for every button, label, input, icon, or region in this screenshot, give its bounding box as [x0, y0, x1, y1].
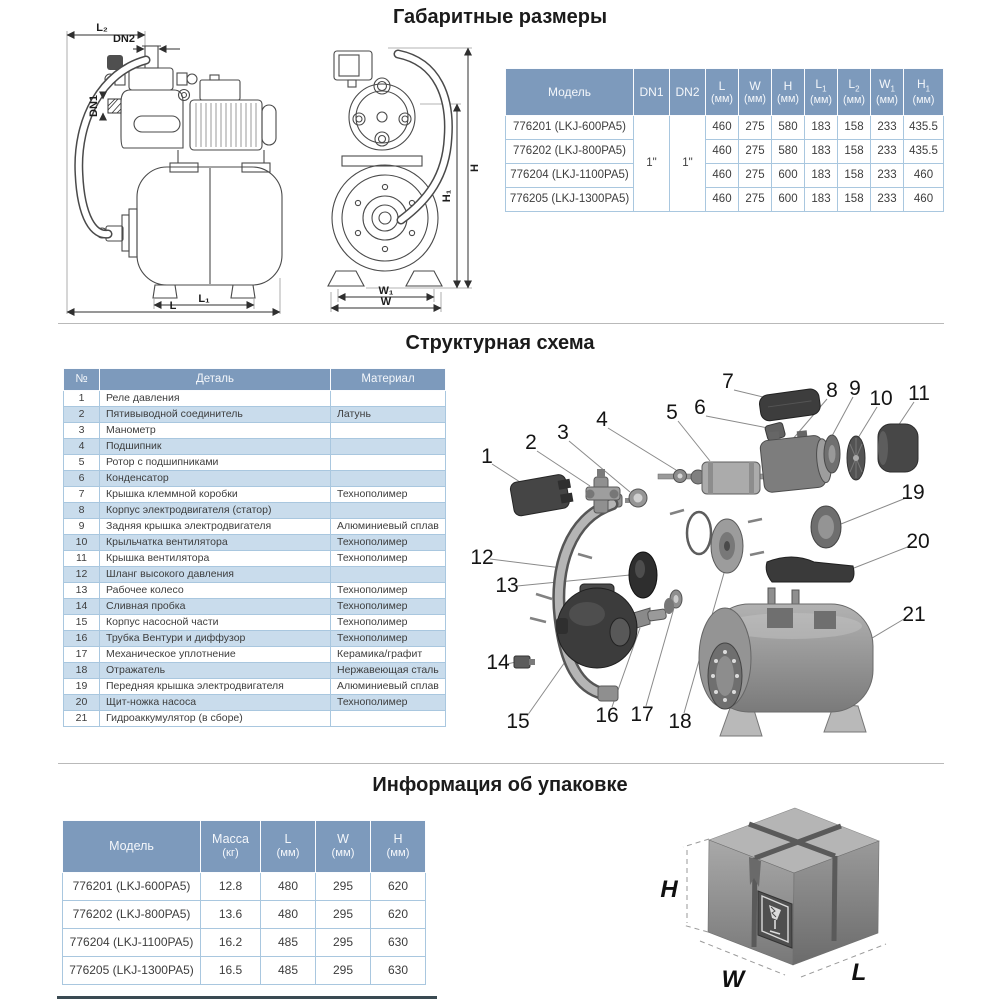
table-cell: Шланг высокого давления — [100, 567, 331, 583]
parts-table — [63, 368, 446, 727]
part-number-label: 3 — [557, 421, 569, 444]
table-cell: Задняя крышка электродвигателя — [100, 519, 331, 535]
table-cell: Гидроаккумулятор (в сборе) — [100, 711, 331, 727]
l-label: L — [169, 300, 177, 312]
table-cell — [331, 391, 446, 407]
table-row — [64, 391, 446, 407]
table-row — [64, 535, 446, 551]
table-cell: Конденсатор — [100, 471, 331, 487]
drain-plug-part — [514, 656, 535, 668]
table-cell: 7 — [64, 487, 100, 503]
stator-part — [759, 426, 834, 493]
rotor-part — [658, 462, 774, 494]
l2-label: L₂ — [96, 22, 108, 34]
table-cell — [331, 711, 446, 727]
pump-housing-part — [556, 584, 637, 668]
w-label: W — [380, 296, 392, 308]
table-cell: 233 — [871, 188, 904, 212]
section-title-structure: Структурная схема — [405, 332, 595, 354]
pressure-switch-front — [334, 51, 372, 87]
column-header: L (мм) — [706, 69, 739, 116]
tank-part — [699, 588, 873, 736]
table-cell: 435.5 — [904, 116, 944, 140]
table-row — [64, 615, 446, 631]
column-header: Масса (кг) — [201, 821, 261, 873]
table-cell — [331, 423, 446, 439]
box-l-label: L — [851, 959, 867, 986]
header-row — [63, 821, 426, 873]
dim-dn2 — [113, 33, 180, 49]
column-header: Модель — [63, 821, 201, 873]
table-cell: 776205 (LKJ-1300PA5) — [506, 188, 634, 212]
pressure-switch-part — [509, 473, 574, 517]
table-cell: 183 — [805, 188, 838, 212]
table-cell: Сливная пробка — [100, 599, 331, 615]
table-cell: 275 — [739, 164, 772, 188]
table-cell: 233 — [871, 140, 904, 164]
table-cell: 295 — [316, 929, 371, 957]
table-row — [506, 116, 944, 140]
table-cell: 8 — [64, 503, 100, 519]
fan-cover-part — [878, 424, 918, 472]
part-number-label: 17 — [630, 703, 654, 726]
table-cell: Технополимер — [331, 631, 446, 647]
dimensions-table — [505, 68, 944, 212]
table-cell: 12 — [64, 567, 100, 583]
packaging-table — [62, 820, 426, 985]
part-number-label: 4 — [596, 408, 608, 431]
dim-l — [67, 300, 280, 312]
table-cell: Крышка вентилятора — [100, 551, 331, 567]
column-header: $W_1$ (мм) — [871, 69, 904, 116]
table-cell: 460 — [706, 140, 739, 164]
table-cell: Латунь — [331, 407, 446, 423]
column-header: Модель — [506, 69, 634, 116]
part-number-label: 19 — [901, 481, 925, 504]
table-cell: 485 — [261, 929, 316, 957]
table-row — [63, 957, 426, 985]
side-view-drawing — [50, 22, 300, 317]
dim-h — [468, 48, 481, 288]
table-cell: Нержавеющая сталь — [331, 663, 446, 679]
rear-cover-part — [824, 435, 840, 473]
o-ring-part — [687, 512, 711, 554]
part-number-label: 9 — [849, 377, 861, 400]
table-row — [64, 695, 446, 711]
dim-dn1 — [88, 92, 121, 120]
table-cell: Технополимер — [331, 551, 446, 567]
table-cell: 19 — [64, 679, 100, 695]
table-cell — [331, 503, 446, 519]
table-row — [64, 663, 446, 679]
table-cell: 10 — [64, 535, 100, 551]
table-cell: Пятивыводной соединитель — [100, 407, 331, 423]
table-cell: Рабочее колесо — [100, 583, 331, 599]
table-row — [64, 567, 446, 583]
table-row — [63, 901, 426, 929]
table-cell: 16.5 — [201, 957, 261, 985]
table-cell: 233 — [871, 164, 904, 188]
table-cell: 480 — [261, 873, 316, 901]
exploded-view-diagram — [462, 356, 954, 766]
table-cell: 776201 (LKJ-600PA5) — [63, 873, 201, 901]
table-cell: 460 — [706, 164, 739, 188]
table-cell: Корпус электродвигателя (статор) — [100, 503, 331, 519]
l1-label: L₁ — [198, 293, 210, 305]
front-cover-part — [811, 506, 841, 548]
table-row — [64, 519, 446, 535]
table-cell: 460 — [904, 164, 944, 188]
dn1-label: DN1 — [88, 94, 100, 118]
table-cell: 460 — [904, 188, 944, 212]
h1-label: H₁ — [441, 189, 453, 203]
table-row — [64, 551, 446, 567]
table-cell: 776204 (LKJ-1100PA5) — [506, 164, 634, 188]
packaging-box-illustration — [645, 795, 965, 1000]
foot-bracket-part — [766, 557, 854, 582]
fan-part — [847, 436, 865, 480]
part-number-label: 8 — [826, 379, 838, 402]
table-cell: 776202 (LKJ-800PA5) — [63, 901, 201, 929]
table-cell: Технополимер — [331, 615, 446, 631]
table-cell: Технополимер — [331, 583, 446, 599]
table-cell: 275 — [739, 116, 772, 140]
motor-fins — [196, 103, 256, 147]
part-number-label: 7 — [722, 370, 734, 393]
column-header: $H_1$ (мм) — [904, 69, 944, 116]
table-cell: 295 — [316, 901, 371, 929]
table-row — [64, 711, 446, 727]
part-number-label: 12 — [470, 546, 494, 569]
table-row — [506, 188, 944, 212]
table-cell: 3 — [64, 423, 100, 439]
column-header: W (мм) — [739, 69, 772, 116]
table-cell: Щит-ножка насоса — [100, 695, 331, 711]
table-cell: 4 — [64, 439, 100, 455]
table-cell: 158 — [838, 164, 871, 188]
extension-lines — [331, 48, 472, 312]
column-header: Деталь — [100, 369, 331, 391]
table-cell: 16.2 — [201, 929, 261, 957]
table-cell: 18 — [64, 663, 100, 679]
table-row — [63, 929, 426, 957]
table-cell: 275 — [739, 140, 772, 164]
footer-rule — [57, 996, 437, 999]
part-number-label: 16 — [595, 704, 619, 727]
table-cell: 183 — [805, 140, 838, 164]
table-row — [64, 583, 446, 599]
table-cell: 13 — [64, 583, 100, 599]
part-number-label: 1 — [481, 445, 493, 468]
table-cell — [331, 567, 446, 583]
table-row — [63, 873, 426, 901]
column-header: L (мм) — [261, 821, 316, 873]
table-cell: 17 — [64, 647, 100, 663]
table-cell: Технополимер — [331, 599, 446, 615]
table-row — [506, 140, 944, 164]
column-header: H (мм) — [371, 821, 426, 873]
bypass-hose-side — [79, 60, 146, 234]
table-cell: 11 — [64, 551, 100, 567]
table-cell: 158 — [838, 188, 871, 212]
column-header: DN1 — [634, 69, 670, 116]
table-cell: 9 — [64, 519, 100, 535]
table-cell: 580 — [772, 140, 805, 164]
merged-cell: 1" — [670, 116, 706, 212]
carton-box — [708, 808, 879, 965]
table-cell: Трубка Вентури и диффузор — [100, 631, 331, 647]
table-cell: 485 — [261, 957, 316, 985]
table-cell: Манометр — [100, 423, 331, 439]
part-number-label: 21 — [902, 603, 926, 626]
table-cell: Алюминиевый сплав — [331, 519, 446, 535]
section-divider — [58, 763, 944, 764]
part-number-label: 15 — [506, 710, 530, 733]
table-cell: 776204 (LKJ-1100PA5) — [63, 929, 201, 957]
table-cell: Технополимер — [331, 535, 446, 551]
table-cell: 630 — [371, 957, 426, 985]
section-title-dimensions: Габаритные размеры — [392, 6, 608, 28]
table-cell: Технополимер — [331, 487, 446, 503]
table-row — [64, 423, 446, 439]
column-header: $L_1$ (мм) — [805, 69, 838, 116]
part-number-label: 18 — [668, 710, 692, 733]
table-cell: 776201 (LKJ-600PA5) — [506, 116, 634, 140]
table-cell: Подшипник — [100, 439, 331, 455]
part-number-label: 11 — [908, 382, 930, 405]
w1-label: W₁ — [378, 285, 394, 297]
header-row — [64, 369, 446, 391]
table-cell: Керамика/графит — [331, 647, 446, 663]
dim-w — [331, 296, 441, 308]
table-cell: Передняя крышка электродвигателя — [100, 679, 331, 695]
section-title-packaging: Информация об упаковке — [372, 774, 628, 796]
table-cell: Реле давления — [100, 391, 331, 407]
table-cell: 15 — [64, 615, 100, 631]
part-number-label: 20 — [906, 530, 930, 553]
column-header: № — [64, 369, 100, 391]
table-cell: Технополимер — [331, 695, 446, 711]
table-row — [64, 599, 446, 615]
table-cell: 20 — [64, 695, 100, 711]
table-cell: Механическое уплотнение — [100, 647, 331, 663]
table-cell: 295 — [316, 873, 371, 901]
table-cell: 12.8 — [201, 873, 261, 901]
tank-side — [97, 163, 282, 298]
table-row — [64, 631, 446, 647]
h-label: H — [469, 164, 481, 172]
impeller-part — [629, 552, 657, 598]
front-view-drawing — [300, 40, 485, 315]
table-cell: 460 — [706, 116, 739, 140]
table-cell: 14 — [64, 599, 100, 615]
column-header: $L_2$ (мм) — [838, 69, 871, 116]
column-header: Материал — [331, 369, 446, 391]
table-cell: 600 — [772, 188, 805, 212]
table-cell: 620 — [371, 901, 426, 929]
table-cell: 183 — [805, 116, 838, 140]
table-cell: 233 — [871, 116, 904, 140]
part-number-label: 14 — [486, 651, 510, 674]
table-cell: 13.6 — [201, 901, 261, 929]
table-row — [64, 439, 446, 455]
table-cell: 2 — [64, 407, 100, 423]
header-row — [506, 69, 944, 116]
part-number-label: 2 — [525, 431, 537, 454]
part-number-label: 6 — [694, 396, 706, 419]
table-cell: 630 — [371, 929, 426, 957]
part-number-label: 13 — [495, 574, 519, 597]
pump-front — [342, 78, 422, 166]
table-cell: 275 — [739, 188, 772, 212]
table-cell: 16 — [64, 631, 100, 647]
table-row — [64, 455, 446, 471]
table-row — [64, 407, 446, 423]
section-divider — [58, 323, 944, 324]
table-row — [64, 679, 446, 695]
table-cell: 776202 (LKJ-800PA5) — [506, 140, 634, 164]
table-cell: 295 — [316, 957, 371, 985]
gauge-part — [625, 489, 647, 507]
box-h-label: H — [660, 876, 678, 903]
table-row — [64, 471, 446, 487]
table-cell: 1 — [64, 391, 100, 407]
table-cell: 5 — [64, 455, 100, 471]
table-cell: Отражатель — [100, 663, 331, 679]
table-cell: Корпус насосной части — [100, 615, 331, 631]
part-number-label: 5 — [666, 401, 678, 424]
table-cell: 580 — [772, 116, 805, 140]
table-cell: 600 — [772, 164, 805, 188]
table-cell: Алюминиевый сплав — [331, 679, 446, 695]
table-cell — [331, 471, 446, 487]
box-w-label: W — [721, 966, 745, 993]
table-cell: 6 — [64, 471, 100, 487]
dn2-label: DN2 — [112, 33, 136, 45]
table-cell: 158 — [838, 116, 871, 140]
column-header: H (мм) — [772, 69, 805, 116]
table-cell — [331, 455, 446, 471]
table-cell: 620 — [371, 873, 426, 901]
pump-motor-side — [121, 75, 276, 163]
table-cell: 480 — [261, 901, 316, 929]
table-cell: 776205 (LKJ-1300PA5) — [63, 957, 201, 985]
part-number-label: 10 — [869, 387, 893, 410]
tank-front — [328, 165, 442, 286]
deflector-part — [711, 519, 743, 573]
table-row — [64, 503, 446, 519]
table-row — [506, 164, 944, 188]
table-cell: Крышка клеммной коробки — [100, 487, 331, 503]
table-row — [64, 647, 446, 663]
table-row — [64, 487, 446, 503]
table-cell — [331, 439, 446, 455]
table-cell: Крыльчатка вентилятора — [100, 535, 331, 551]
table-cell: 435.5 — [904, 140, 944, 164]
table-cell: 21 — [64, 711, 100, 727]
table-cell: Ротор с подшипниками — [100, 455, 331, 471]
column-header: W (мм) — [316, 821, 371, 873]
column-header: DN2 — [670, 69, 706, 116]
table-cell: 183 — [805, 164, 838, 188]
table-cell: 460 — [706, 188, 739, 212]
table-cell: 158 — [838, 140, 871, 164]
merged-cell: 1" — [634, 116, 670, 212]
